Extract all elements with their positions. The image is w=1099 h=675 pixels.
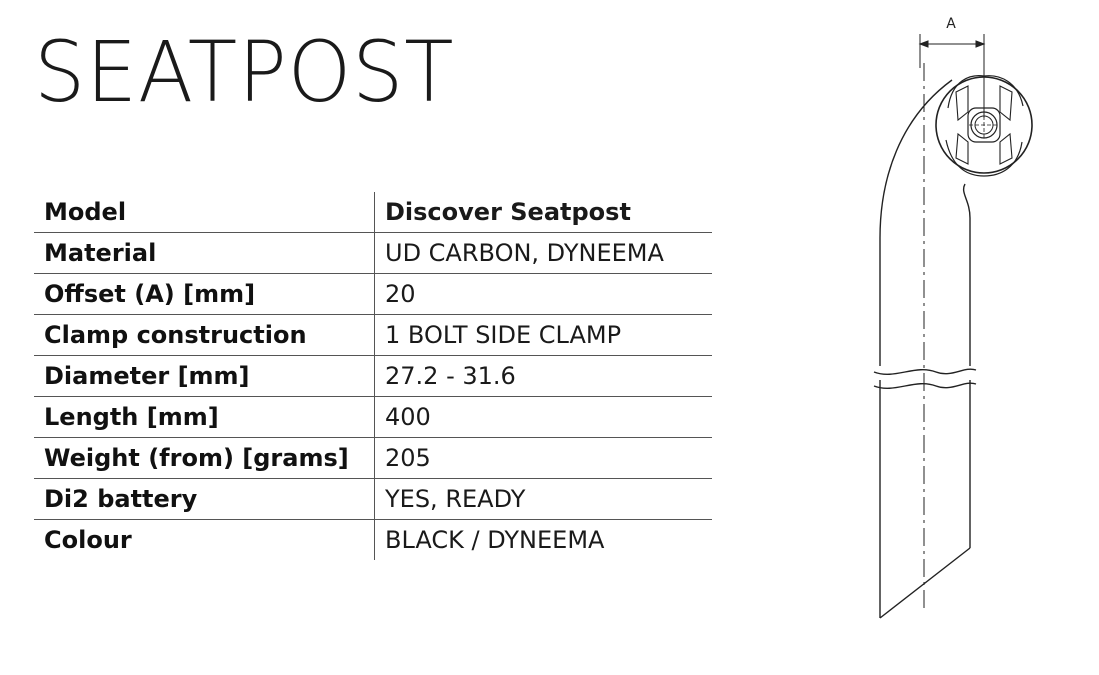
spec-label: Diameter [mm] — [34, 356, 375, 397]
spec-value: 1 BOLT SIDE CLAMP — [375, 315, 713, 356]
spec-label: Clamp construction — [34, 315, 375, 356]
spec-label: Offset (A) [mm] — [34, 274, 375, 315]
spec-value: UD CARBON, DYNEEMA — [375, 233, 713, 274]
spec-value: 400 — [375, 397, 713, 438]
spec-value: 205 — [375, 438, 713, 479]
spec-value: YES, READY — [375, 479, 713, 520]
spec-row-di2 — [34, 479, 712, 520]
spec-row-diameter — [34, 356, 712, 397]
spec-label: Colour — [34, 520, 375, 561]
spec-row-material — [34, 233, 712, 274]
spec-row-colour — [34, 520, 712, 561]
spec-value: 20 — [375, 274, 713, 315]
spec-row-length — [34, 397, 712, 438]
spec-value: BLACK / DYNEEMA — [385, 526, 605, 554]
offset-dimension-label: A — [946, 16, 956, 32]
spec-label: Material — [34, 233, 375, 274]
spec-label: Length [mm] — [34, 397, 375, 438]
spec-row-weight — [34, 438, 712, 479]
spec-row-offset — [34, 274, 712, 315]
page-title: SEATPOST — [34, 23, 455, 121]
spec-row-model — [34, 192, 712, 233]
spec-value: 27.2 - 31.6 — [375, 356, 713, 397]
seatpost-drawing — [860, 8, 1060, 628]
spec-row-clamp — [34, 315, 712, 356]
spec-table — [34, 192, 712, 560]
spec-label: Weight (from) [grams] — [34, 438, 375, 479]
spec-value: Discover Seatpost — [375, 192, 713, 233]
spec-label: Model — [34, 192, 375, 233]
spec-label: Di2 battery — [34, 479, 375, 520]
